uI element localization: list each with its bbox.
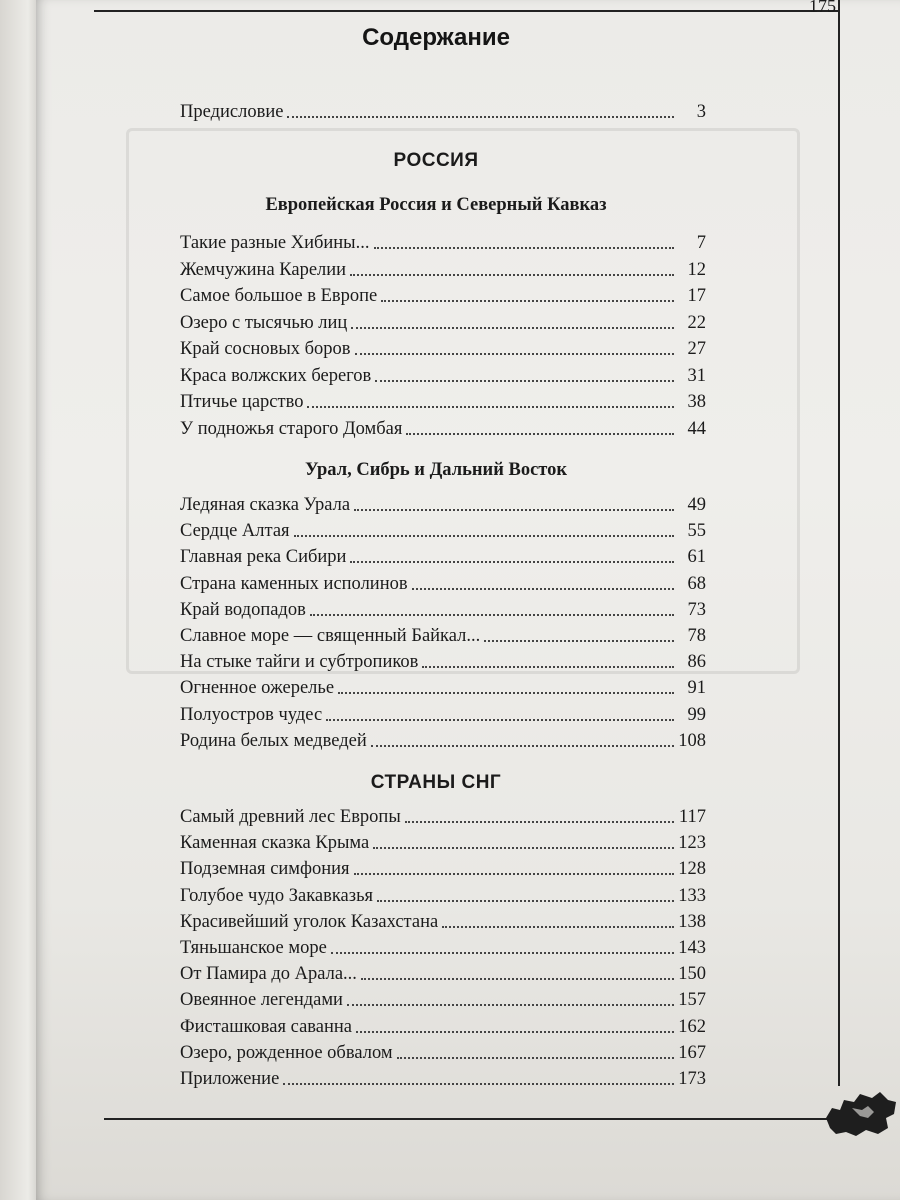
leader-dots xyxy=(310,613,674,616)
entry-title: Родина белых медведей xyxy=(180,730,367,751)
leader-dots xyxy=(405,820,674,823)
leader-dots xyxy=(373,846,674,849)
entry-page: 143 xyxy=(678,938,706,958)
toc-entry[interactable] xyxy=(180,935,706,961)
toc-entry[interactable] xyxy=(180,909,706,935)
toc-entry[interactable] xyxy=(180,623,706,649)
entry-title: У подножья старого Домбая xyxy=(180,418,403,439)
entry-page: 3 xyxy=(696,102,706,122)
entry-title: На стыке тайги и субтропиков xyxy=(180,652,419,673)
leader-dots xyxy=(354,872,674,875)
toc-entry[interactable] xyxy=(180,1066,706,1092)
leader-dots xyxy=(397,1056,674,1059)
entry-title: Сердце Алтая xyxy=(180,521,290,542)
toc-entry[interactable] xyxy=(180,597,706,623)
leader-dots xyxy=(354,508,674,511)
toc-entry[interactable] xyxy=(180,649,706,675)
toc-entry[interactable] xyxy=(180,961,706,987)
facing-page-edge xyxy=(0,0,40,1200)
bottom-rule xyxy=(104,1118,856,1120)
entry-title: Красивейший уголок Казахстана xyxy=(180,911,439,932)
entry-page: 108 xyxy=(678,730,706,751)
entry-title: Овеянное легендами xyxy=(180,990,343,1011)
entry-title: Предисловие xyxy=(180,102,284,122)
toc-entry[interactable] xyxy=(180,257,706,283)
entry-page: 73 xyxy=(687,599,706,620)
entry-page: 38 xyxy=(687,392,706,412)
entry-title: Озеро, рожденное обвалом xyxy=(180,1042,393,1063)
entry-page: 49 xyxy=(687,495,706,515)
leader-dots xyxy=(307,405,674,408)
entry-title: Голубое чудо Закавказья xyxy=(180,885,374,906)
toc-entry[interactable] xyxy=(180,883,706,909)
toc-entry[interactable] xyxy=(180,310,706,336)
entry-title: Приложение xyxy=(180,1069,280,1089)
leader-dots xyxy=(338,691,674,694)
entry-page: 133 xyxy=(678,885,706,906)
section-heading-russia: РОССИЯ xyxy=(393,150,479,171)
toc-entry[interactable] xyxy=(180,1040,706,1066)
entry-title: Страна каменных исполинов xyxy=(180,573,408,594)
entry-page: 7 xyxy=(696,233,706,253)
leader-dots xyxy=(355,352,674,355)
entry-title: Такие разные Хибины... xyxy=(180,233,370,253)
toc-entry[interactable] xyxy=(180,702,706,728)
leader-dots xyxy=(347,1003,674,1006)
toc-entry[interactable] xyxy=(180,518,706,544)
entry-page: 123 xyxy=(678,833,706,854)
leader-dots xyxy=(375,379,674,382)
toc-entry[interactable] xyxy=(180,363,706,389)
entry-page: 128 xyxy=(678,859,706,880)
entry-page: 78 xyxy=(687,626,706,646)
entry-page: 68 xyxy=(687,573,706,594)
toc-entry[interactable] xyxy=(180,728,706,754)
page-number: 175 xyxy=(809,0,836,16)
toc-entry[interactable] xyxy=(180,571,706,597)
leader-dots xyxy=(381,299,674,302)
entry-page: 44 xyxy=(687,418,706,439)
leader-dots xyxy=(350,560,674,563)
entry-title: Край водопадов xyxy=(180,599,306,620)
entry-title: Самое большое в Европе xyxy=(180,286,378,306)
entry-title: Подземная симфония xyxy=(180,859,350,880)
entry-page: 61 xyxy=(687,547,706,568)
entry-title: Ледяная сказка Урала xyxy=(180,495,351,515)
toc-entry[interactable] xyxy=(180,416,706,442)
section-heading-cis: СТРАНЫ СНГ xyxy=(370,772,502,793)
top-rule xyxy=(94,10,840,12)
leader-dots xyxy=(371,744,674,747)
leader-dots xyxy=(406,432,674,435)
toc-entry[interactable] xyxy=(180,1014,706,1040)
entry-page: 17 xyxy=(687,286,706,306)
page-title: Содержание xyxy=(362,24,510,51)
entry-title: Главная река Сибири xyxy=(180,547,347,568)
toc-entry[interactable] xyxy=(180,389,706,415)
toc-entry[interactable] xyxy=(180,230,706,256)
right-rule xyxy=(838,0,840,1086)
subsection-heading-european-russia: Европейская Россия и Северный Кавказ xyxy=(265,195,607,215)
entry-page: 86 xyxy=(687,652,706,673)
entry-page: 157 xyxy=(678,990,706,1011)
toc-entry[interactable] xyxy=(180,283,706,309)
leader-dots xyxy=(326,718,674,721)
entry-title: Каменная сказка Крыма xyxy=(180,833,370,854)
toc-entry[interactable] xyxy=(180,336,706,362)
toc-entry-preface[interactable] xyxy=(180,99,706,125)
entry-title: Огненное ожерелье xyxy=(180,678,335,699)
toc-entry[interactable] xyxy=(180,856,706,882)
entry-title: Самый древний лес Европы xyxy=(180,807,401,827)
toc-entry[interactable] xyxy=(180,987,706,1013)
entry-page: 22 xyxy=(687,312,706,333)
entry-page: 31 xyxy=(687,365,706,386)
toc-entry[interactable] xyxy=(180,830,706,856)
leader-dots xyxy=(442,925,674,928)
subsection-heading-ural-siberia: Урал, Сибрь и Дальний Восток xyxy=(304,460,568,480)
entry-page: 150 xyxy=(678,964,706,985)
leader-dots xyxy=(350,273,674,276)
leader-dots xyxy=(294,534,674,537)
entry-page: 99 xyxy=(687,704,706,725)
entry-page: 173 xyxy=(678,1069,706,1089)
entry-title: От Памира до Арала... xyxy=(180,964,357,985)
leader-dots xyxy=(356,1030,674,1033)
entry-title: Полуостров чудес xyxy=(180,704,323,725)
leader-dots xyxy=(287,115,674,118)
book-page xyxy=(36,0,900,1200)
entry-title: Жемчужина Карелии xyxy=(180,259,347,280)
entry-page: 91 xyxy=(687,678,706,699)
entry-page: 138 xyxy=(678,911,706,932)
leader-dots xyxy=(361,977,674,980)
leader-dots xyxy=(484,639,674,642)
toc-entry[interactable] xyxy=(180,492,706,518)
entry-title: Тяньшанское море xyxy=(180,938,327,958)
entry-page: 12 xyxy=(687,259,706,280)
russia-map-icon xyxy=(822,1088,900,1140)
entry-title: Птичье царство xyxy=(180,392,304,412)
leader-dots xyxy=(283,1082,674,1085)
entry-title: Озеро с тысячью лиц xyxy=(180,312,348,333)
entry-page: 117 xyxy=(678,807,706,827)
toc-entry[interactable] xyxy=(180,544,706,570)
entry-page: 27 xyxy=(687,339,706,359)
entry-title: Краса волжских берегов xyxy=(180,365,372,386)
entry-title: Фисташковая саванна xyxy=(180,1016,352,1037)
toc-entry[interactable] xyxy=(180,804,706,830)
leader-dots xyxy=(374,246,675,249)
entry-page: 162 xyxy=(678,1016,706,1037)
leader-dots xyxy=(412,587,674,590)
entry-title: Край сосновых боров xyxy=(180,339,351,359)
leader-dots xyxy=(351,326,674,329)
leader-dots xyxy=(331,951,674,954)
entry-title: Славное море — священный Байкал... xyxy=(180,626,481,646)
leader-dots xyxy=(422,665,674,668)
toc-entry[interactable] xyxy=(180,675,706,701)
entry-page: 167 xyxy=(678,1042,706,1063)
leader-dots xyxy=(377,899,674,902)
entry-page: 55 xyxy=(687,521,706,542)
